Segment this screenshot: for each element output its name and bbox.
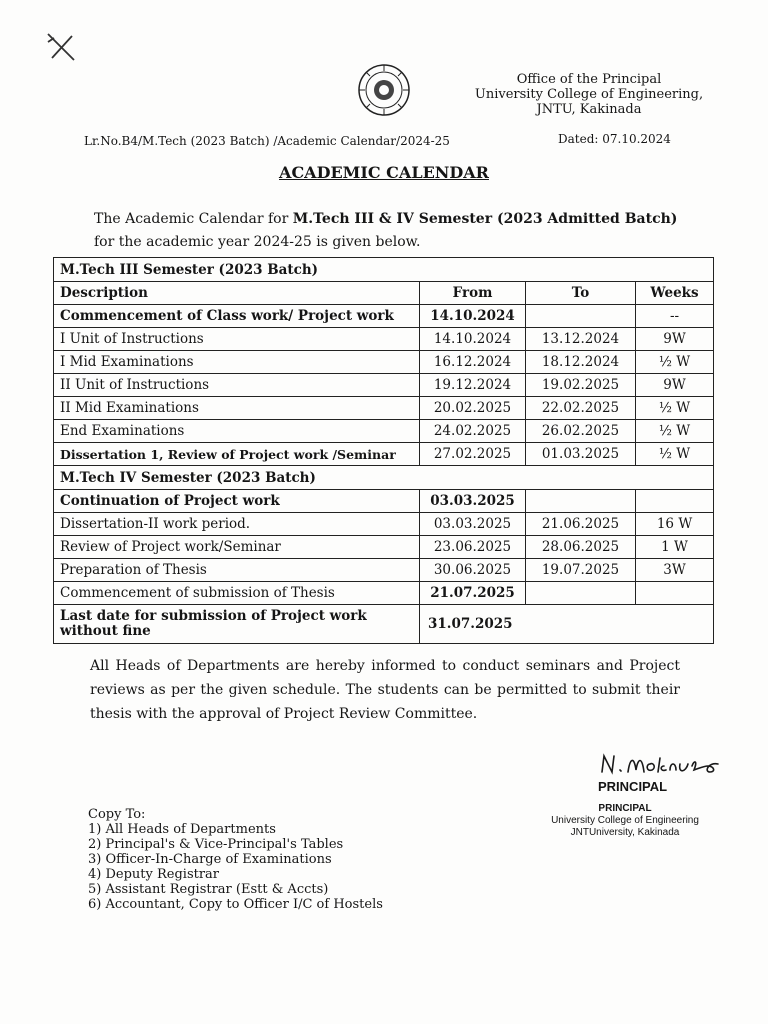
principal-signature	[598, 748, 738, 780]
row-weeks	[636, 490, 714, 513]
list-item: 5) Assistant Registrar (Estt & Accts)	[88, 882, 329, 897]
row-weeks: 9W	[636, 328, 714, 351]
row-desc: II Unit of Instructions	[54, 374, 420, 397]
table-row	[54, 374, 714, 397]
list-item: 1) All Heads of Departments	[88, 822, 276, 837]
sem3-title: M.Tech III Semester (2023 Batch)	[54, 258, 714, 282]
row-to: 22.02.2025	[526, 397, 636, 420]
row-weeks	[636, 582, 714, 605]
row-from: 14.10.2024	[420, 305, 526, 328]
row-from: 03.03.2025	[420, 513, 526, 536]
table-row	[54, 490, 714, 513]
row-from: 23.06.2025	[420, 536, 526, 559]
row-weeks: 3W	[636, 559, 714, 582]
row-to: 13.12.2024	[526, 328, 636, 351]
row-to: 18.12.2024	[526, 351, 636, 374]
principal-title: PRINCIPAL	[598, 779, 668, 794]
intro-bold: M.Tech III & IV Semester (2023 Admitted Batch)	[292, 211, 678, 227]
table-header-row	[54, 282, 714, 305]
instructions-paragraph: All Heads of Departments are hereby informed to conduct seminars and Project reviews as per the given schedule. The students can be permitted to submit their thesis with the approval of Project Review Committee.	[90, 658, 680, 722]
office-line-1: Office of the Principal	[516, 72, 662, 87]
document-title: ACADEMIC CALENDAR	[279, 163, 489, 182]
table-row	[54, 305, 714, 328]
row-desc: Commencement of submission of Thesis	[54, 582, 420, 605]
row-weeks: 9W	[636, 374, 714, 397]
row-weeks: ½ W	[636, 351, 714, 374]
intro-prefix: The Academic Calendar for	[94, 211, 293, 227]
copy-to-list	[88, 807, 383, 912]
office-address	[474, 72, 704, 117]
office-line-2: University College of Engineering,	[474, 87, 704, 102]
list-item: 6) Accountant, Copy to Officer I/C of Hostels	[88, 897, 383, 912]
row-desc: Preparation of Thesis	[54, 559, 420, 582]
row-desc: I Unit of Instructions	[54, 328, 420, 351]
table-row	[54, 397, 714, 420]
copy-to-heading: Copy To:	[88, 807, 146, 822]
row-weeks: ½ W	[636, 397, 714, 420]
row-to: 28.06.2025	[526, 536, 636, 559]
row-to: 19.07.2025	[526, 559, 636, 582]
table-row	[54, 559, 714, 582]
stamp-line-3: JNTUniversity, Kakinada	[570, 827, 680, 838]
calendar-table	[53, 257, 714, 644]
row-to	[526, 490, 636, 513]
row-desc: End Examinations	[54, 420, 420, 443]
stamp-line-2: University College of Engineering	[551, 815, 699, 826]
table-row	[54, 351, 714, 374]
row-desc: Dissertation 1, Review of Project work /Seminar	[54, 443, 420, 466]
table-row	[54, 328, 714, 351]
row-desc: Continuation of Project work	[54, 490, 420, 513]
row-desc: Review of Project work/Seminar	[54, 536, 420, 559]
row-to	[526, 582, 636, 605]
col-to: To	[526, 282, 636, 305]
row-from: 20.02.2025	[420, 397, 526, 420]
col-weeks: Weeks	[636, 282, 714, 305]
sem4-title: M.Tech IV Semester (2023 Batch)	[54, 466, 714, 490]
intro-paragraph	[94, 208, 714, 254]
table-row	[54, 536, 714, 559]
row-desc: II Mid Examinations	[54, 397, 420, 420]
pen-mark-icon	[44, 30, 78, 64]
row-from: 21.07.2025	[420, 582, 526, 605]
letter-reference: Lr.No.B4/M.Tech (2023 Batch) /Academic Calendar/2024-25	[84, 134, 450, 148]
intro-suffix: for the academic year 2024-25 is given below.	[94, 234, 421, 250]
row-from: 27.02.2025	[420, 443, 526, 466]
table-row	[54, 605, 714, 644]
row-weeks: --	[636, 305, 714, 328]
row-from: 24.02.2025	[420, 420, 526, 443]
official-stamp	[525, 803, 725, 839]
row-from: 03.03.2025	[420, 490, 526, 513]
table-row	[54, 582, 714, 605]
table-row	[54, 258, 714, 282]
row-desc: Dissertation-II work period.	[54, 513, 420, 536]
letter-date: Dated: 07.10.2024	[558, 132, 671, 146]
last-row-from: 31.07.2025	[420, 605, 714, 644]
row-desc: Commencement of Class work/ Project work	[54, 305, 420, 328]
stamp-line-1: PRINCIPAL	[598, 803, 652, 814]
list-item: 4) Deputy Registrar	[88, 867, 220, 882]
row-to	[526, 305, 636, 328]
table-row	[54, 420, 714, 443]
col-description: Description	[54, 282, 420, 305]
university-seal-logo	[354, 62, 414, 122]
office-line-3: JNTU, Kakinada	[536, 102, 642, 117]
table-row	[54, 513, 714, 536]
row-desc: I Mid Examinations	[54, 351, 420, 374]
row-to: 26.02.2025	[526, 420, 636, 443]
row-weeks: 1 W	[636, 536, 714, 559]
row-from: 30.06.2025	[420, 559, 526, 582]
table-row	[54, 466, 714, 490]
row-weeks: 16 W	[636, 513, 714, 536]
row-from: 14.10.2024	[420, 328, 526, 351]
col-from: From	[420, 282, 526, 305]
row-from: 16.12.2024	[420, 351, 526, 374]
row-weeks: ½ W	[636, 420, 714, 443]
row-weeks: ½ W	[636, 443, 714, 466]
list-item: 2) Principal's & Vice-Principal's Tables	[88, 837, 344, 852]
table-row	[54, 443, 714, 466]
row-to: 01.03.2025	[526, 443, 636, 466]
row-from: 19.12.2024	[420, 374, 526, 397]
row-to: 21.06.2025	[526, 513, 636, 536]
list-item: 3) Officer-In-Charge of Examinations	[88, 852, 332, 867]
row-to: 19.02.2025	[526, 374, 636, 397]
last-row-desc: Last date for submission of Project work without fine	[54, 605, 420, 644]
